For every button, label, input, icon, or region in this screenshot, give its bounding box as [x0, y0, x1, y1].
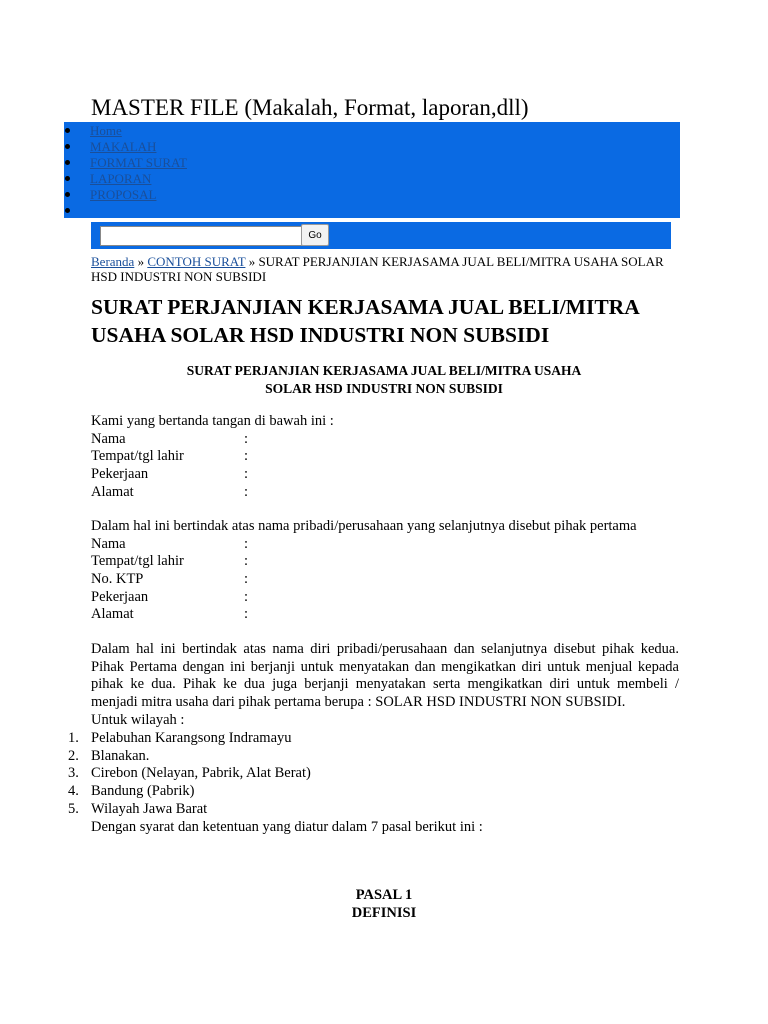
party-two-block [91, 518, 671, 624]
field-label: Tempat/tgl lahir [91, 448, 184, 465]
field-separator: : [244, 588, 249, 605]
go-button[interactable]: Go [301, 224, 329, 246]
search-input[interactable] [100, 226, 306, 246]
body-paragraph: Dalam hal ini bertindak atas nama diri pribadi/perusahaan dan selanjutnya disebut pihak kedua. Pihak Pertama dengan ini berjanji untuk menyatakan dan mengikatkan diri untuk menjual kepada pihak ke dua. Pihak ke dua juga berjanji menyatakan serta mengikatkan diri untuk membeli / menjadi mitra usaha dari pihak pertama berupa : SOLAR HSD INDUSTRI NON SUBSIDI. [91, 641, 679, 711]
list-text: Cirebon (Nelayan, Pabrik, Alat Berat) [91, 765, 311, 782]
nav-link-format-surat[interactable]: FORMAT SURAT [90, 155, 187, 170]
field-separator: : [244, 535, 249, 552]
form-field-row [91, 431, 671, 449]
field-separator: : [244, 553, 249, 570]
bullet-icon [65, 176, 70, 181]
form-field-row [91, 448, 671, 466]
field-separator: : [244, 430, 249, 447]
nav-link-laporan[interactable]: LAPORAN [90, 171, 152, 186]
list-number: 3. [68, 765, 79, 782]
document-heading [91, 362, 677, 398]
list-number: 5. [68, 800, 79, 817]
region-intro: Untuk wilayah : [91, 712, 185, 728]
field-label: Pekerjaan [91, 466, 149, 483]
form-field-row [91, 553, 671, 571]
breadcrumb-category-link[interactable]: CONTOH SURAT [147, 254, 246, 269]
form-field-row [91, 466, 671, 484]
field-separator: : [244, 571, 249, 588]
party-one-block [91, 413, 671, 501]
list-number: 2. [68, 747, 79, 764]
site-title: MASTER FILE (Makalah, Format, laporan,dll) [91, 95, 529, 120]
form-field-row [91, 536, 671, 554]
list-number: 1. [68, 730, 79, 746]
search-bar [91, 222, 671, 249]
field-label: Nama [91, 535, 126, 552]
field-label: Alamat [91, 606, 134, 623]
party-one-description: Dalam hal ini bertindak atas nama pribadi/perusahaan yang selanjutnya disebut pihak pertama [91, 518, 637, 534]
form-field-row [91, 571, 671, 589]
form-field-row [91, 589, 671, 607]
list-number: 4. [68, 783, 79, 800]
field-label: Alamat [91, 483, 134, 500]
post-title: SURAT PERJANJIAN KERJASAMA JUAL BELI/MITRA USAHA SOLAR HSD INDUSTRI NON SUBSIDI [91, 295, 639, 347]
bullet-icon [65, 192, 70, 197]
field-label: Pekerjaan [91, 588, 149, 605]
form-field-row [91, 484, 671, 502]
field-separator: : [244, 448, 249, 465]
field-separator: : [244, 466, 249, 483]
main-navigation [64, 122, 680, 218]
bullet-icon [65, 128, 70, 133]
document-heading-line: SURAT PERJANJIAN KERJASAMA JUAL BELI/MITRA USAHA [186, 363, 582, 378]
breadcrumb-separator: » [134, 254, 148, 269]
pasal-title: DEFINISI [351, 905, 417, 921]
nav-link-makalah[interactable]: MAKALAH [90, 139, 157, 154]
breadcrumb-home-link[interactable]: Beranda [91, 254, 135, 269]
field-label: Tempat/tgl lahir [91, 553, 184, 570]
breadcrumb-separator: » [245, 254, 259, 269]
intro-text: Kami yang bertanda tangan di bawah ini : [91, 413, 334, 429]
closing-text: Dengan syarat dan ketentuan yang diatur dalam 7 pasal berikut ini : [91, 819, 483, 835]
nav-link-proposal[interactable]: PROPOSAL [90, 187, 157, 202]
bullet-icon [65, 160, 70, 165]
nav-link-home[interactable]: Home [90, 123, 122, 138]
document-heading-line: SOLAR HSD INDUSTRI NON SUBSIDI [265, 381, 503, 396]
list-text: Pelabuhan Karangsong Indramayu [91, 730, 292, 746]
breadcrumb-current: SURAT PERJANJIAN KERJASAMA JUAL BELI/MITRA USAHA SOLAR HSD INDUSTRI NON SUBSIDI [91, 254, 664, 284]
breadcrumb [91, 254, 691, 284]
field-label: Nama [91, 430, 126, 447]
list-text: Blanakan. [91, 747, 150, 764]
field-label: No. KTP [91, 571, 144, 588]
bullet-icon [65, 144, 70, 149]
pasal-number: PASAL 1 [355, 887, 413, 903]
list-text: Wilayah Jawa Barat [91, 800, 208, 817]
bullet-icon [65, 208, 70, 213]
form-field-row [91, 606, 671, 624]
list-text: Bandung (Pabrik) [91, 783, 195, 800]
field-separator: : [244, 606, 249, 623]
field-separator: : [244, 483, 249, 500]
